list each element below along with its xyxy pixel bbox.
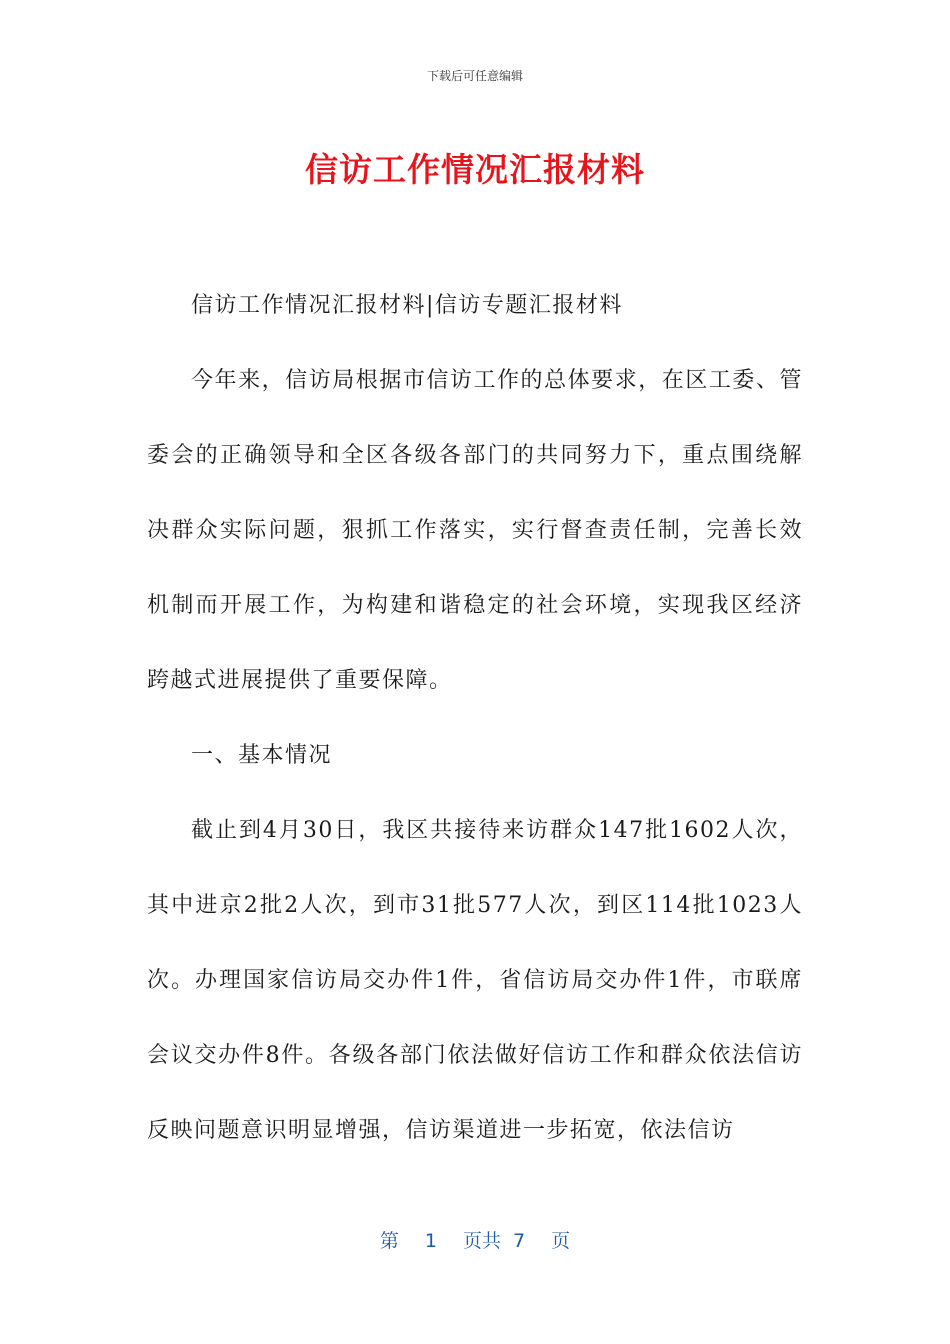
footer-page-number: 1 — [424, 1230, 437, 1252]
paragraph-basic-info: 截止到4月30日，我区共接待来访群众147批1602人次，其中进京2批2人次，到市31批577人次，到区114批1023人次。办理国家信访局交办件1件，省信访局交办件1件，市联席会议交办件8件。各级各部门依法做好信访工作和群众依法信访反映问题意识明显增强，信访渠道进一步拓宽，依法信访 — [147, 818, 803, 1143]
footer-page-prefix: 第 — [379, 1230, 399, 1252]
footer-page-middle: 页共 — [462, 1230, 501, 1252]
document-title: 信访工作情况汇报材料 — [305, 150, 645, 189]
header-note: 下载后可任意编辑 — [426, 69, 523, 83]
page-footer — [0, 1226, 950, 1253]
paragraph-subtitle: 信访工作情况汇报材料|信访专题汇报材料 — [191, 293, 623, 318]
footer-page-suffix: 页 — [551, 1230, 571, 1252]
section-heading: 一、基本情况 — [191, 743, 333, 768]
paragraph-intro: 今年来，信访局根据市信访工作的总体要求，在区工委、管委会的正确领导和全区各级各部门的共同努力下，重点围绕解决群众实际问题，狠抓工作落实，实行督查责任制，完善长效机制而开展工作，为构建和谐稳定的社会环境，实现我区经济跨越式进展提供了重要保障。 — [147, 368, 803, 693]
footer-total-pages: 7 — [513, 1230, 526, 1252]
document-body — [147, 268, 803, 1168]
